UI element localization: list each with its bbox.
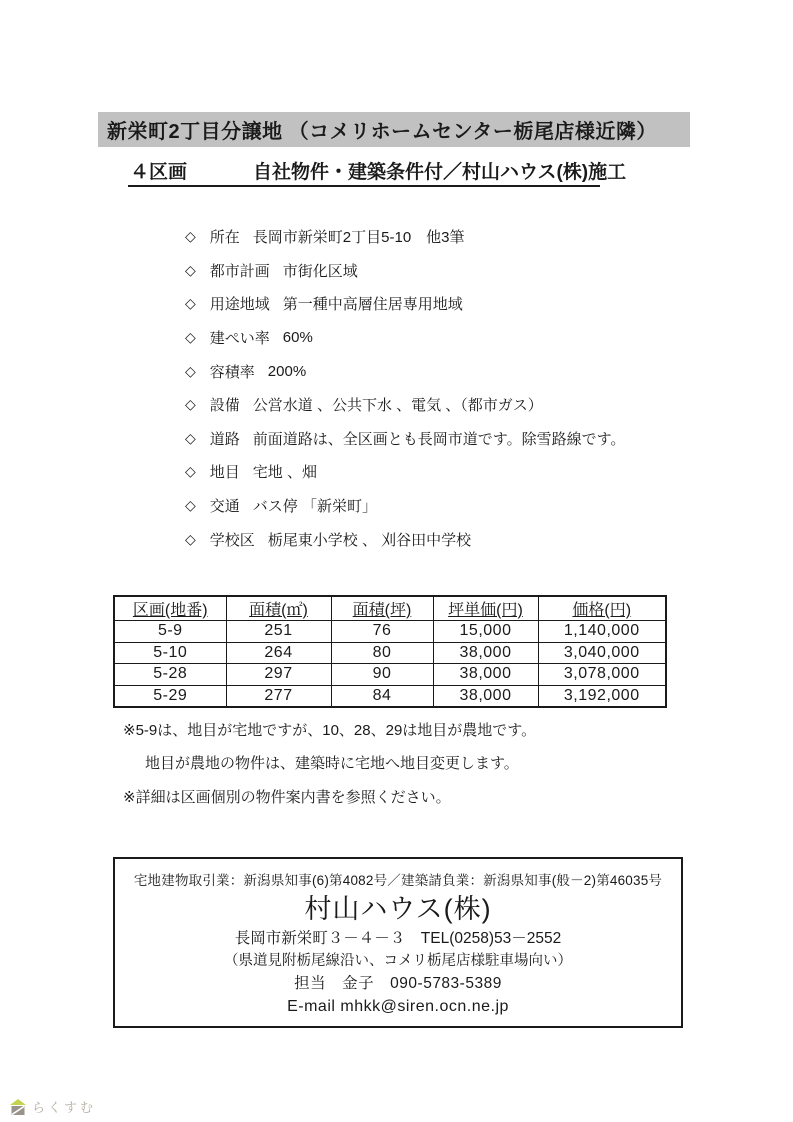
detail-value: 公営水道 、公共下水 、電気 、（都市ガス） — [252, 397, 543, 415]
detail-value: 200% — [267, 362, 307, 380]
header-total-price: 価格(円) — [538, 596, 666, 621]
table-cell: 84 — [331, 685, 433, 707]
license-numbers: 宅地建物取引業：新潟県知事(6)第4082号／建築請負業：新潟県知事(般－2)第46035号 — [133, 873, 663, 888]
list-item — [185, 354, 625, 388]
detail-value: 長岡市新栄町2丁目5-10 他3筆 — [252, 229, 465, 247]
detail-label: 設備 — [209, 397, 240, 415]
property-details-list — [185, 220, 625, 556]
table-cell: 5-28 — [114, 664, 226, 686]
diamond-bullet-icon: ◇ — [185, 295, 196, 312]
lot-count: ４区画 — [130, 162, 188, 183]
detail-label: 建ぺい率 — [209, 330, 270, 348]
company-address-tel: 長岡市新栄町３－４－３ TEL(0258)53－2552 — [234, 930, 562, 947]
contact-person: 担当 金子 090-5783-5389 — [294, 975, 502, 992]
diamond-bullet-icon: ◇ — [185, 261, 196, 278]
header-lot-number: 区画(地番) — [114, 596, 226, 621]
table-cell: 15,000 — [433, 621, 538, 643]
detail-label: 交通 — [209, 498, 240, 516]
list-item — [185, 388, 625, 422]
detail-label: 用途地域 — [209, 296, 270, 314]
table-cell: 80 — [331, 642, 433, 664]
table-cell: 90 — [331, 664, 433, 686]
diamond-bullet-icon: ◇ — [185, 228, 196, 245]
table-cell: 3,078,000 — [538, 664, 666, 686]
table-cell: 76 — [331, 621, 433, 643]
build-condition: 自社物件・建築条件付／村山ハウス(株)施工 — [253, 162, 627, 183]
detail-label: 容積率 — [209, 363, 255, 381]
detail-value: 前面道路は、全区画とも長岡市道です。除雪路線です。 — [252, 430, 626, 448]
header-unit-price: 坪単価(円) — [433, 596, 538, 621]
list-item — [185, 455, 625, 489]
list-item — [185, 321, 625, 355]
company-name: 村山ハウス(株) — [304, 894, 492, 924]
table-cell: 251 — [226, 621, 331, 643]
table-cell: 5-10 — [114, 642, 226, 664]
table-row — [114, 685, 666, 707]
table-cell: 38,000 — [433, 664, 538, 686]
table-cell: 297 — [226, 664, 331, 686]
detail-value: 第一種中高層住居専用地域 — [282, 296, 463, 314]
diamond-bullet-icon: ◇ — [185, 362, 196, 379]
diamond-bullet-icon: ◇ — [185, 530, 196, 547]
header-area-sqm: 面積(㎡) — [226, 596, 331, 621]
detail-label: 道路 — [209, 430, 240, 448]
header-area-tsubo: 面積(坪) — [331, 596, 433, 621]
flyer-title-bar — [98, 112, 690, 147]
detail-label: 所在 — [209, 229, 240, 247]
watermark-text: らくすむ — [32, 1100, 97, 1115]
table-cell: 264 — [226, 642, 331, 664]
company-info-box — [113, 857, 683, 1028]
notes-section — [123, 714, 536, 814]
detail-value: 宅地 、畑 — [252, 464, 317, 482]
list-item — [185, 522, 625, 556]
table-cell: 3,192,000 — [538, 685, 666, 707]
table-cell: 38,000 — [433, 685, 538, 707]
table-row — [114, 621, 666, 643]
detail-value: 市街化区域 — [282, 262, 358, 280]
diamond-bullet-icon: ◇ — [185, 396, 196, 413]
flyer-title: 新栄町2丁目分譲地 （コメリホームセンター栃尾店様近隣） — [107, 121, 657, 143]
list-item — [185, 489, 625, 523]
table-cell: 5-29 — [114, 685, 226, 707]
contact-email: E-mail mhkk@siren.ocn.ne.jp — [287, 998, 509, 1015]
lot-price-table — [113, 595, 667, 708]
note-see-guide: ※詳細は区画個別の物件案内書を参照ください。 — [123, 788, 451, 806]
diamond-bullet-icon: ◇ — [185, 463, 196, 480]
company-landmark: （県道見附栃尾線沿い、コメリ栃尾店様駐車場向い） — [224, 953, 572, 969]
table-row — [114, 642, 666, 664]
rakusumu-watermark — [10, 1097, 96, 1116]
diamond-bullet-icon: ◇ — [185, 497, 196, 514]
detail-label: 都市計画 — [209, 262, 270, 280]
detail-label: 学校区 — [209, 531, 255, 549]
detail-value: 60% — [282, 329, 313, 347]
list-item — [185, 287, 625, 321]
list-item — [185, 422, 625, 456]
table-cell: 5-9 — [114, 621, 226, 643]
note-land-conversion: 地目が農地の物件は、建築時に宅地へ地目変更します。 — [145, 755, 519, 773]
house-icon — [10, 1099, 26, 1115]
detail-value: 栃尾東小学校 、 刈谷田中学校 — [267, 531, 472, 549]
detail-value: バス停 「新栄町」 — [252, 498, 377, 516]
list-item — [185, 254, 625, 288]
table-cell: 38,000 — [433, 642, 538, 664]
diamond-bullet-icon: ◇ — [185, 329, 196, 346]
flyer-subtitle — [128, 156, 627, 187]
note-land-category: ※5-9は、地目が宅地ですが、10、28、29は地目が農地です。 — [123, 722, 537, 739]
diamond-bullet-icon: ◇ — [185, 429, 196, 446]
list-item — [185, 220, 625, 254]
table-header-row — [114, 596, 666, 621]
detail-label: 地目 — [209, 464, 240, 482]
table-row — [114, 664, 666, 686]
table-cell: 1,140,000 — [538, 621, 666, 643]
table-cell: 277 — [226, 685, 331, 707]
table-cell: 3,040,000 — [538, 642, 666, 664]
